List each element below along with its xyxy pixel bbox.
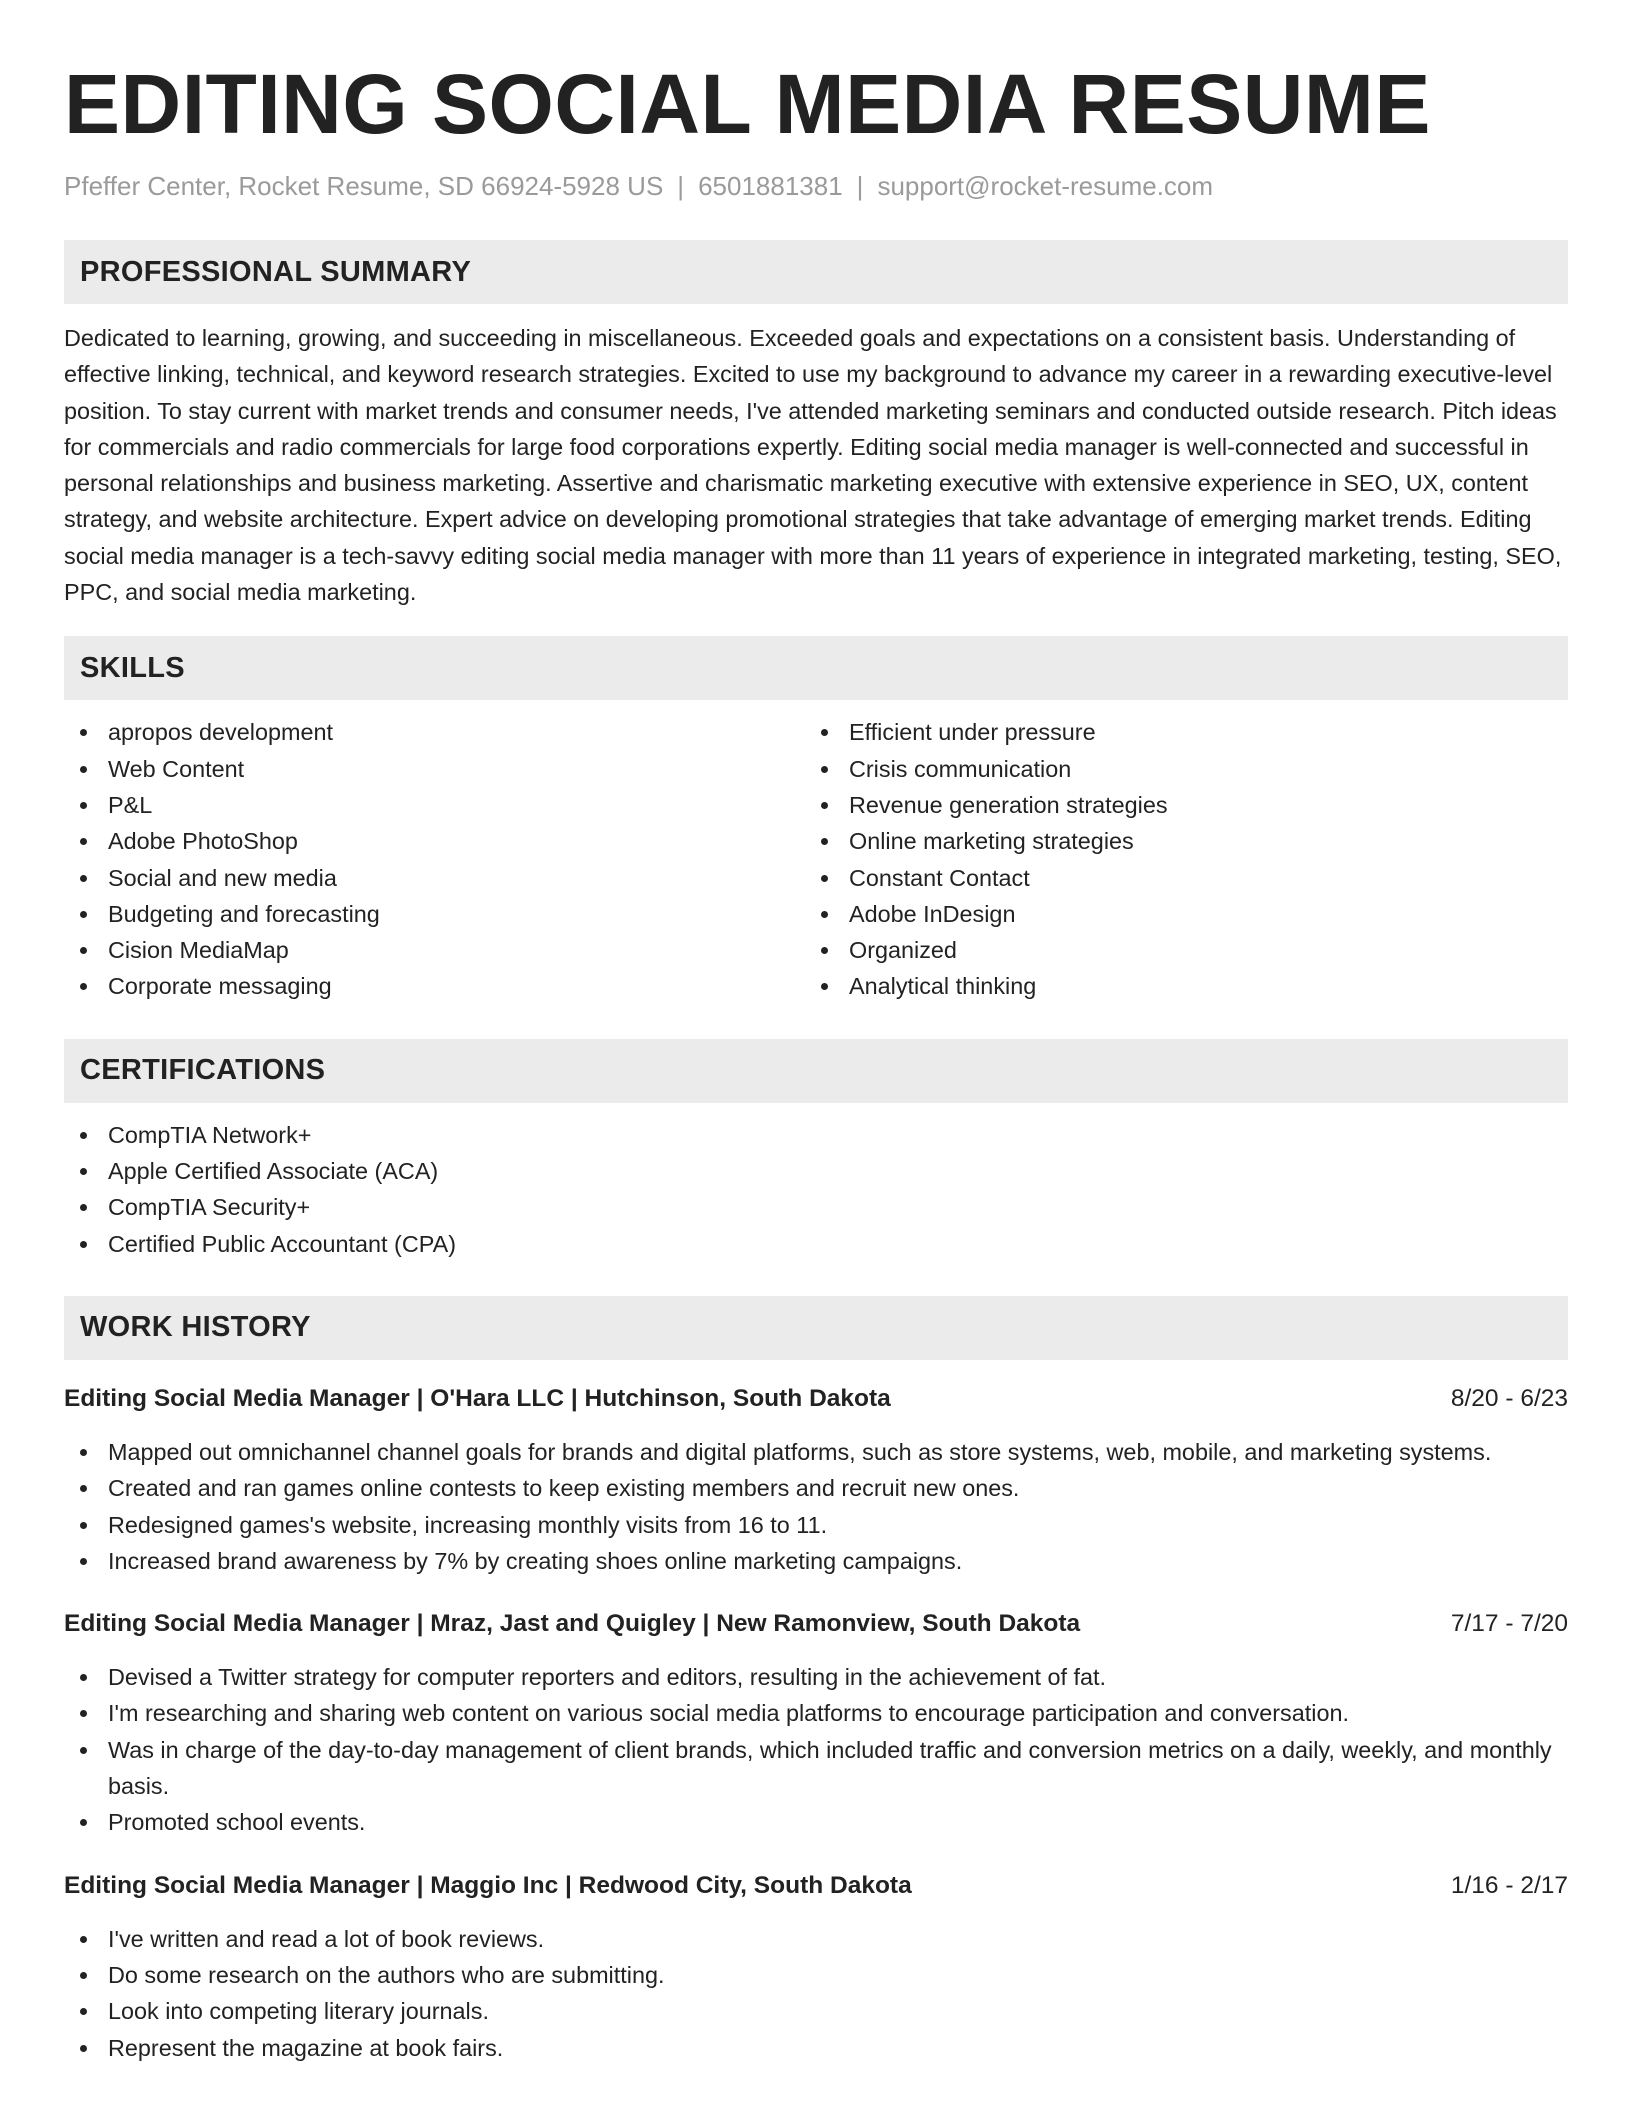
skill-item: Analytical thinking: [805, 968, 1568, 1004]
job-bullet: Redesigned games's website, increasing monthly visits from 16 to 11.: [64, 1507, 1568, 1543]
job-bullet: Mapped out omnichannel channel goals for brands and digital platforms, such as store systems, web, mobile, and marketing systems.: [64, 1434, 1568, 1470]
skill-item: Constant Contact: [805, 860, 1568, 896]
skill-item: Online marketing strategies: [805, 823, 1568, 859]
job-bullet: I've written and read a lot of book reviews.: [64, 1921, 1568, 1957]
contact-separator: |: [677, 171, 685, 201]
section-header-certifications: CERTIFICATIONS: [64, 1039, 1568, 1103]
contact-separator: |: [856, 171, 864, 201]
section-header-skills: SKILLS: [64, 636, 1568, 700]
certification-item: CompTIA Security+: [64, 1189, 1568, 1225]
job-heading-row: [64, 1607, 1568, 1641]
job-entry: [64, 1869, 1568, 2066]
certification-item: Certified Public Accountant (CPA): [64, 1226, 1568, 1262]
skill-item: Organized: [805, 932, 1568, 968]
job-dates: 8/20 - 6/23: [1450, 1384, 1568, 1412]
skill-item: Crisis communication: [805, 751, 1568, 787]
resume-title: EDITING SOCIAL MEDIA RESUME: [64, 57, 1431, 151]
job-dates: 1/16 - 2/17: [1450, 1871, 1568, 1899]
job-bullets: [64, 1659, 1568, 1840]
contact-email: support@rocket-resume.com: [877, 171, 1214, 201]
section-header-professional-summary: PROFESSIONAL SUMMARY: [64, 240, 1568, 304]
job-heading: Editing Social Media Manager | Mraz, Jast and Quigley | New Ramonview, South Dakota: [64, 1610, 1081, 1638]
job-bullet: Increased brand awareness by 7% by creating shoes online marketing campaigns.: [64, 1543, 1568, 1579]
job-bullet: Look into competing literary journals.: [64, 1993, 1568, 2029]
job-bullet: I'm researching and sharing web content on various social media platforms to encourage participation and conversation.: [64, 1695, 1568, 1731]
contact-phone: 6501881381: [698, 171, 843, 201]
skill-item: Corporate messaging: [64, 968, 805, 1004]
skill-item: Adobe PhotoShop: [64, 823, 805, 859]
certifications-list: [64, 1117, 1568, 1262]
skill-item: P&L: [64, 787, 805, 823]
skill-item: Efficient under pressure: [805, 714, 1568, 750]
summary-paragraph: Dedicated to learning, growing, and succeeding in miscellaneous. Exceeded goals and expectations on a consistent basis. Understanding of effective linking, technical, and keyword research strategies. Excited to use my background to advance my career in a rewarding executive-level position. To stay current with market trends and consumer needs, I've attended marketing seminars and conducted outside research. Pitch ideas for commercials and radio commercials for large food corporations expertly. Editing social media manager is well-connected and successful in personal relationships and business marketing. Assertive and charismatic marketing executive with extensive experience in SEO, UX, content strategy, and website architecture. Expert advice on developing promotional strategies that take advantage of emerging market trends. Editing social media manager is a tech-savvy editing social media manager with more than 11 years of experience in integrated marketing, testing, SEO, PPC, and social media marketing.: [64, 325, 1562, 606]
resume-page: [64, 0, 1568, 2066]
job-bullet: Represent the magazine at book fairs.: [64, 2030, 1568, 2066]
job-bullets: [64, 1921, 1568, 2066]
certification-item: CompTIA Network+: [64, 1117, 1568, 1153]
job-bullet: Promoted school events.: [64, 1804, 1568, 1840]
skill-item: Adobe InDesign: [805, 896, 1568, 932]
certification-item: Apple Certified Associate (ACA): [64, 1153, 1568, 1189]
job-bullet: Was in charge of the day-to-day management of client brands, which included traffic and conversion metrics on a daily, weekly, and monthly basis.: [64, 1732, 1568, 1805]
job-heading: Editing Social Media Manager | Maggio Inc | Redwood City, South Dakota: [64, 1871, 912, 1899]
skills-columns: [64, 714, 1568, 1004]
job-heading: Editing Social Media Manager | O'Hara LLC | Hutchinson, South Dakota: [64, 1384, 891, 1412]
skills-list-left: [64, 714, 805, 1004]
skill-item: Social and new media: [64, 860, 805, 896]
skill-item: Cision MediaMap: [64, 932, 805, 968]
skill-item: Budgeting and forecasting: [64, 896, 805, 932]
job-heading-row: [64, 1869, 1568, 1903]
section-header-work-history: WORK HISTORY: [64, 1296, 1568, 1360]
job-bullet: Created and ran games online contests to keep existing members and recruit new ones.: [64, 1470, 1568, 1506]
job-bullet: Do some research on the authors who are submitting.: [64, 1957, 1568, 1993]
job-bullets: [64, 1434, 1568, 1579]
skill-item: apropos development: [64, 714, 805, 750]
skill-item: Revenue generation strategies: [805, 787, 1568, 823]
skills-list-right: [805, 714, 1568, 1004]
job-entry: [64, 1607, 1568, 1840]
contact-line: [64, 170, 1568, 202]
job-heading-row: [64, 1382, 1568, 1416]
skill-item: Web Content: [64, 751, 805, 787]
job-bullet: Devised a Twitter strategy for computer reporters and editors, resulting in the achievement of fat.: [64, 1659, 1568, 1695]
job-entry: [64, 1382, 1568, 1579]
job-dates: 7/17 - 7/20: [1450, 1610, 1568, 1638]
contact-address: Pfeffer Center, Rocket Resume, SD 66924-5928 US: [64, 171, 664, 201]
